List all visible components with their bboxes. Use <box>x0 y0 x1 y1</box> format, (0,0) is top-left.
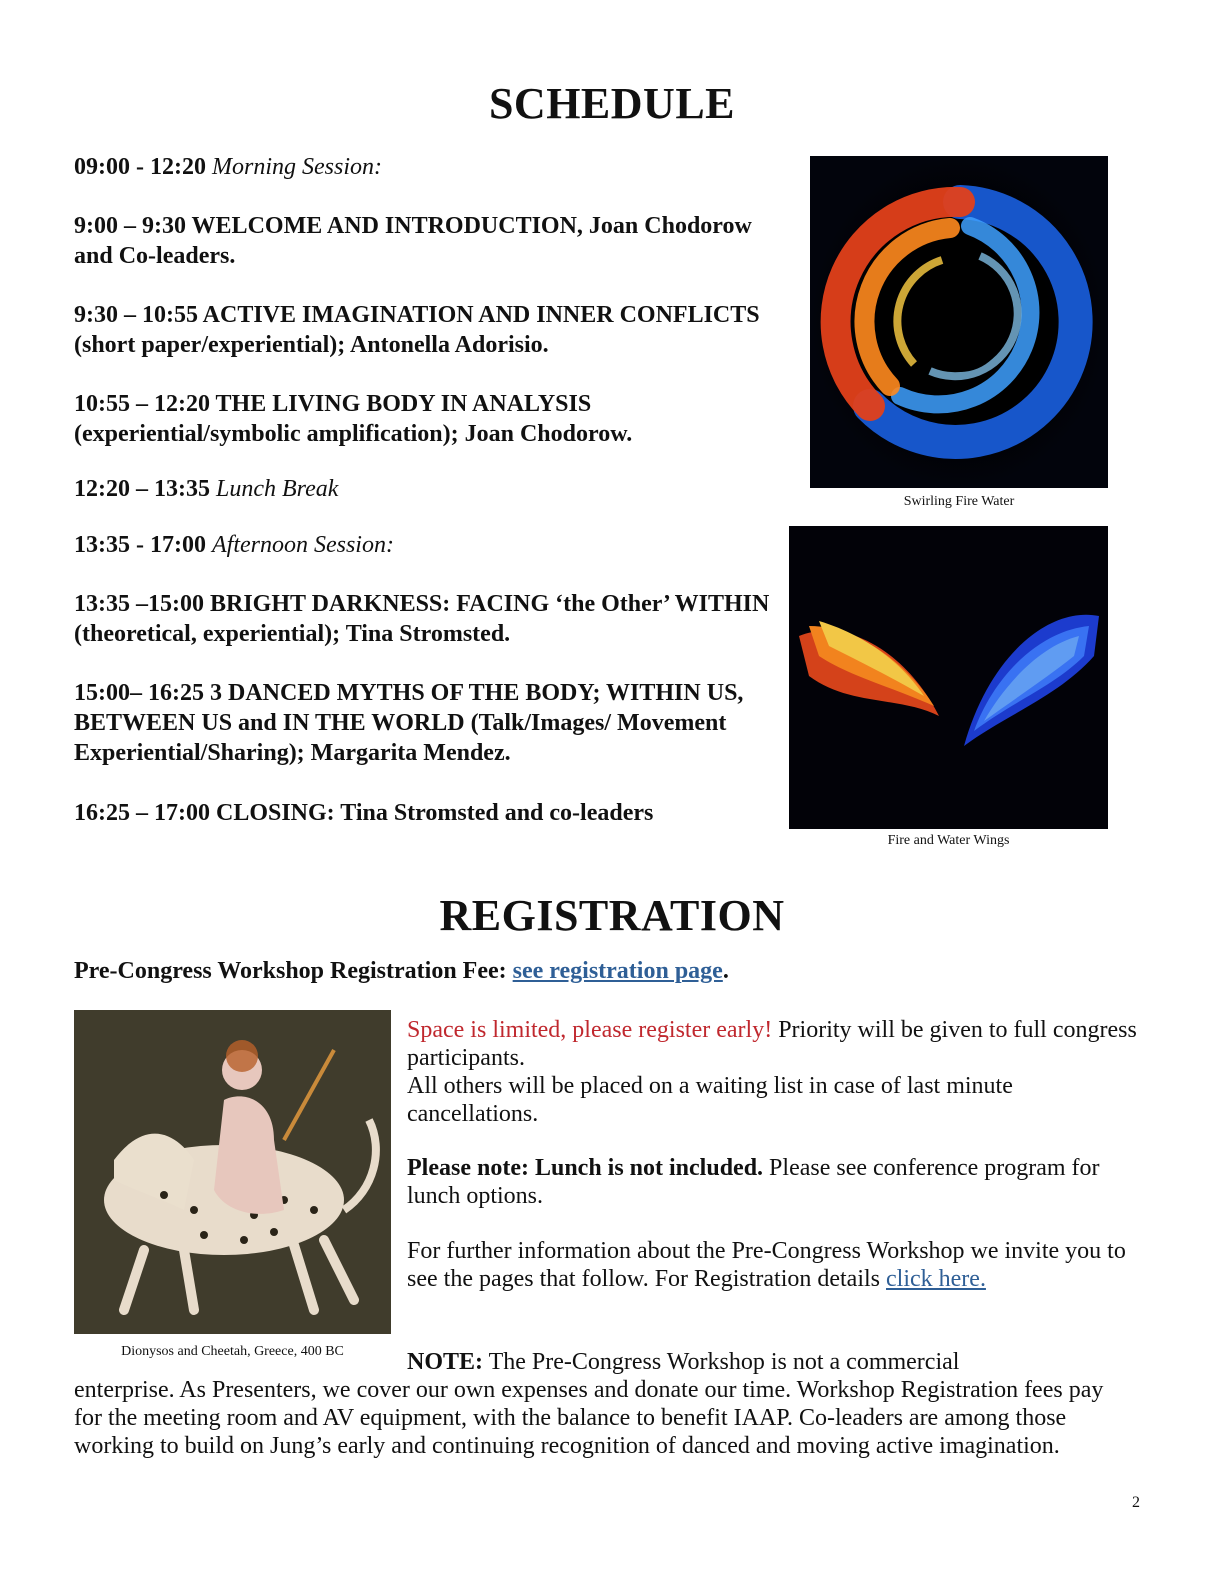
fire-water-wings-image <box>789 526 1108 829</box>
schedule-time: 12:20 – 13:35 <box>74 476 216 502</box>
waiting-list-text: All others will be placed on a waiting list in case of last minute cancellations. <box>407 1073 1013 1127</box>
schedule-heading: SCHEDULE <box>488 79 736 128</box>
schedule-item: 9:30 – 10:55 ACTIVE IMAGINATION AND INNER CONFLICTS (short paper/experiential); Antonella Adorisio. <box>74 302 760 358</box>
lunch-note-text: Please see conference program for lunch options. <box>407 1155 1100 1209</box>
schedule-item: 10:55 – 12:20 THE LIVING BODY IN ANALYSIS (experiential/symbolic amplification); Joan Chodorow. <box>74 391 633 447</box>
image-caption: Dionysos and Cheetah, Greece, 400 BC <box>121 1344 344 1359</box>
schedule-item <box>74 530 786 560</box>
schedule-item: 9:00 – 9:30 WELCOME AND INTRODUCTION, Joan Chodorow and Co-leaders. <box>74 213 752 269</box>
note-text-first: The Pre-Congress Workshop is not a commercial <box>483 1349 960 1375</box>
schedule-item: 13:35 –15:00 BRIGHT DARKNESS: FACING ‘the Other’ WITHIN (theoretical, experiential); Tina Stromsted. <box>74 591 770 647</box>
image-caption: Fire and Water Wings <box>887 833 1010 848</box>
fee-period: . <box>722 958 729 984</box>
note-paragraph-continued: enterprise. As Presenters, we cover our own expenses and donate our time. Workshop Registration fees pay for the meeting room and AV equipment, with the balance to benefit IAAP. Co-leaders are among those working to build on Jung’s early and continuing recognition of danced and moving active imagination. <box>74 1377 1104 1459</box>
schedule-session-label: Lunch Break <box>215 476 339 502</box>
dionysos-cheetah-mosaic-image <box>74 1010 391 1334</box>
schedule-item <box>74 152 786 182</box>
schedule-item: 16:25 – 17:00 CLOSING: Tina Stromsted and co-leaders <box>74 800 654 826</box>
schedule-time: 09:00 - 12:20 <box>74 154 212 180</box>
registration-details-link[interactable]: click here. <box>886 1266 986 1292</box>
schedule-session-label: Morning Session: <box>211 154 382 180</box>
further-info-text: For further information about the Pre-Congress Workshop we invite you to see the pages that follow. For Registration details <box>407 1238 1126 1292</box>
swirling-fire-water-image <box>810 156 1108 488</box>
image-caption: Swirling Fire Water <box>903 494 1015 509</box>
registration-heading: REGISTRATION <box>439 891 785 940</box>
schedule-item: 15:00– 16:25 3 DANCED MYTHS OF THE BODY; WITHIN US, BETWEEN US and IN THE WORLD (Talk/Images/ Movement Experiential/Sharing); Margarita Mendez. <box>74 680 744 766</box>
lunch-note-paragraph <box>407 1154 1137 1210</box>
note-label: NOTE: <box>407 1349 484 1375</box>
registration-fee-line <box>74 958 729 985</box>
schedule-session-label: Afternoon Session: <box>211 532 394 558</box>
page-number: 2 <box>1132 1494 1140 1511</box>
schedule-item <box>74 474 786 504</box>
space-limited-notice: Space is limited, please register early! <box>407 1017 773 1043</box>
lunch-note-bold: Please note: Lunch is not included. <box>407 1155 764 1181</box>
schedule-time: 13:35 - 17:00 <box>74 532 212 558</box>
fee-label: Pre-Congress Workshop Registration Fee: <box>74 958 513 984</box>
registration-priority-paragraph <box>407 1016 1137 1128</box>
priority-text: Priority will be given to full congress participants. <box>407 1017 1137 1071</box>
registration-page-link[interactable]: see registration page <box>512 958 723 984</box>
note-first-line <box>407 1348 1137 1376</box>
further-info-paragraph <box>407 1237 1137 1293</box>
